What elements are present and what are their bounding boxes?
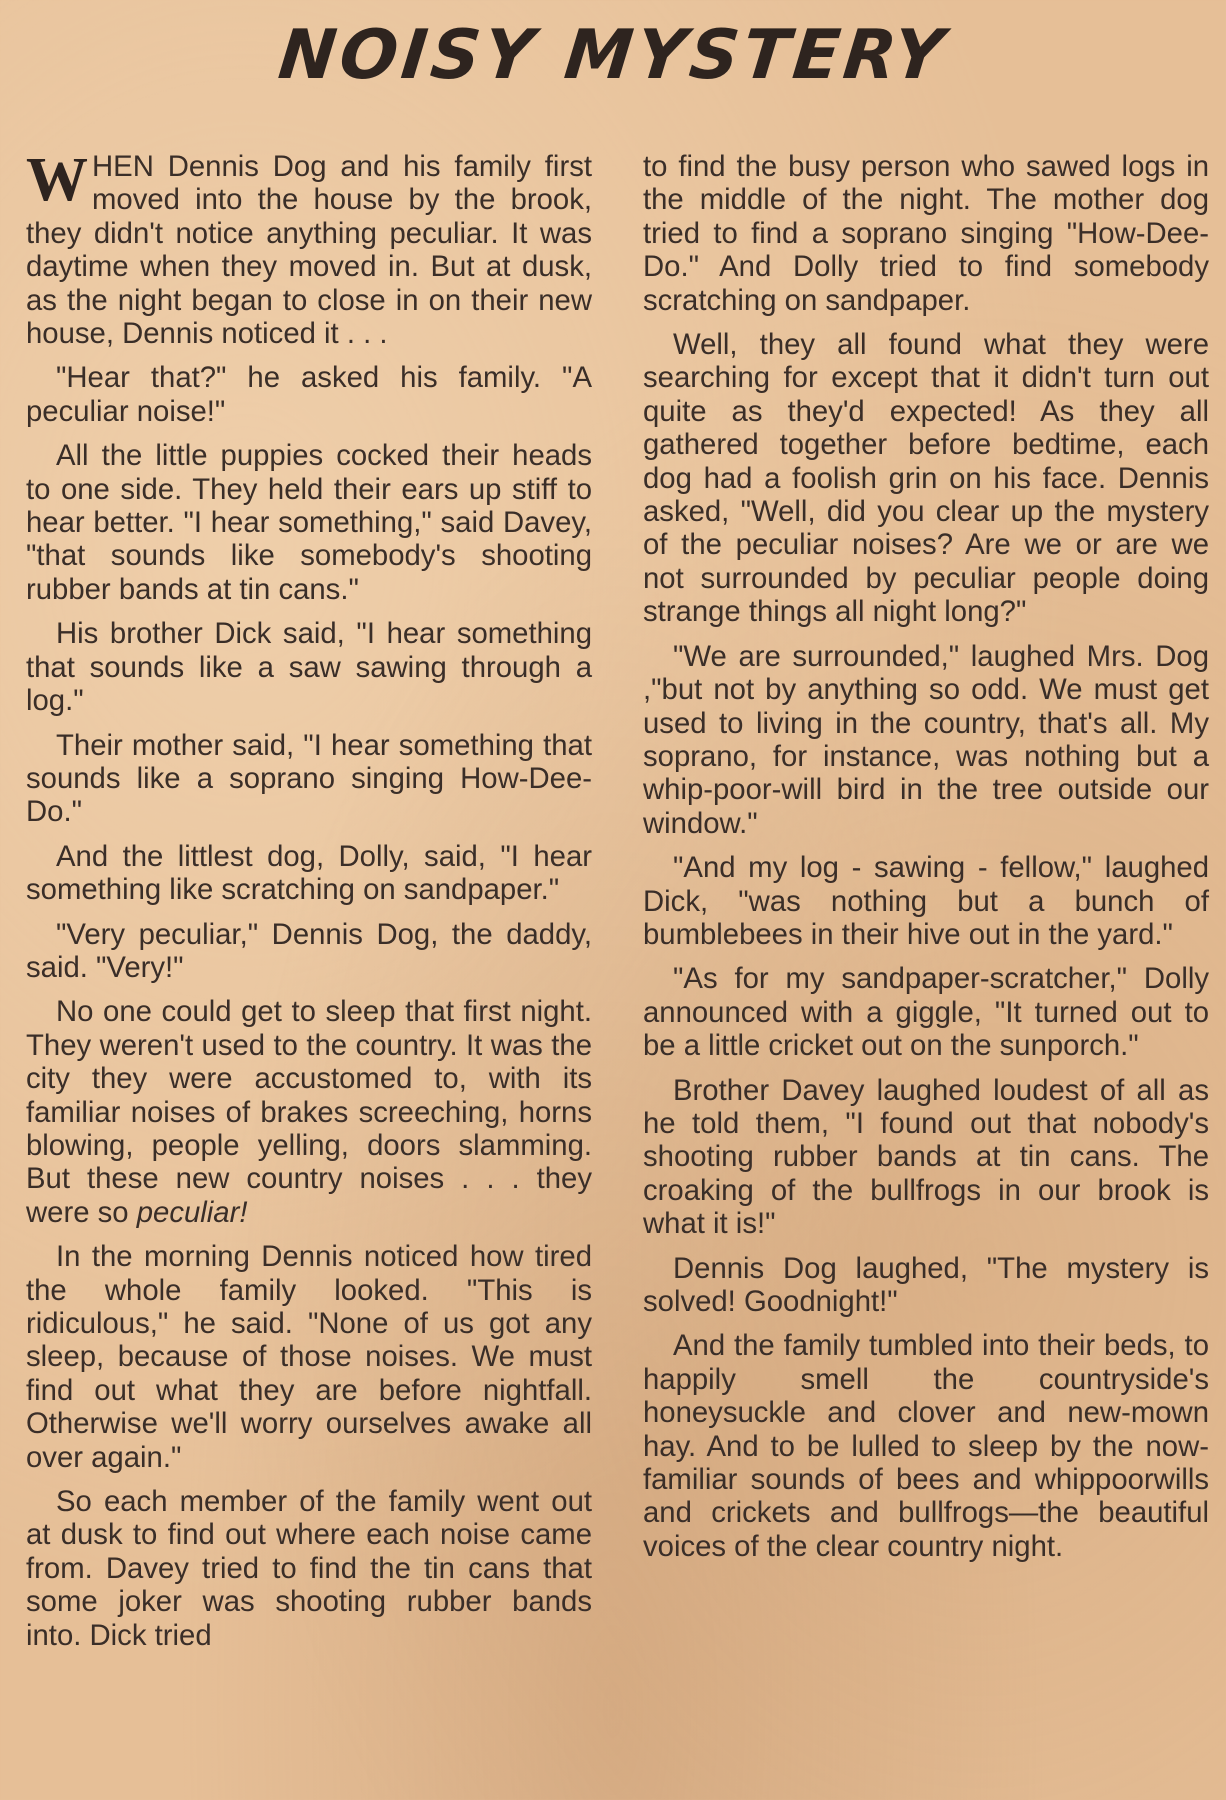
- story-paragraph: And the family tumbled into their beds, to happily smell the countryside's honeysuckle and clover and new-mown hay. And to be lulled to sleep by the now-familiar sounds of bees and whippoorwills and crickets and bullfrogs—the beautiful voices of the clear country night.: [643, 1329, 1209, 1563]
- drop-cap: W: [26, 146, 88, 214]
- story-paragraph: Well, they all found what they were searching for except that it didn't turn out quite as they'd expected! As they all gathered together before bedtime, each dog had a foolish grin on his face. Dennis asked, "Well, did you clear up the mystery of the peculiar noises? Are we or are we not surrounded by peculiar people doing strange things all night long?": [643, 328, 1209, 629]
- story-title: NOISY MYSTERY: [274, 16, 952, 95]
- emphasis-text: peculiar!: [136, 1195, 248, 1229]
- story-paragraph: "Very peculiar," Dennis Dog, the daddy, said. "Very!": [26, 917, 592, 984]
- story-paragraph: [26, 995, 592, 1229]
- story-paragraph: His brother Dick said, "I hear something that sounds like a saw sawing through a log.": [26, 617, 592, 718]
- paragraph-text: No one could get to sleep that first night. They weren't used to the country. It was the city they were accustomed to, with its familiar noises of brakes screeching, horns blowing, people yelling, doors slamming. But these new country noises . . . they were so: [26, 995, 592, 1229]
- story-paragraph: Dennis Dog laughed, "The mystery is solved! Goodnight!": [643, 1251, 1209, 1318]
- story-column-right: [643, 150, 1209, 1574]
- story-paragraph: [26, 146, 592, 351]
- story-paragraph: "And my log - sawing - fellow," laughed Dick, "was nothing but a bunch of bumblebees in their hive out in the yard.": [643, 851, 1209, 951]
- paragraph-text: HEN Dennis Dog and his family first moved into the house by the brook, they didn't notice anything peculiar. It was daytime when they moved in. But at dusk, as the night began to close in on their new house, Dennis noticed it . . .: [26, 150, 592, 351]
- story-paragraph: In the morning Dennis noticed how tired the whole family looked. "This is ridiculous," he said. "None of us got any sleep, because of those noises. We must find out what they are before nightfall. Otherwise we'll worry ourselves awake all over again.": [26, 1240, 592, 1474]
- story-paragraph: Their mother said, "I hear something that sounds like a soprano singing How-Dee-Do.": [26, 728, 592, 829]
- story-column-left: [26, 146, 592, 1663]
- story-paragraph: So each member of the family went out at dusk to find out where each noise came from. Davey tried to find the tin cans that some joker was shooting rubber bands into. Dick tried: [26, 1485, 592, 1652]
- story-paragraph: Brother Davey laughed loudest of all as he told them, "I found out that nobody's shooting rubber bands at tin cans. The croaking of the bullfrogs in our brook is what it is!": [643, 1073, 1209, 1241]
- story-paragraph: to find the busy person who sawed logs in the middle of the night. The mother dog tried to find a soprano singing "How-Dee-Do." And Dolly tried to find somebody scratching on sandpaper.: [643, 150, 1209, 317]
- story-paragraph: All the little puppies cocked their heads to one side. They held their ears up stiff to hear better. "I hear something," said Davey, "that sounds like somebody's shooting rubber bands at tin cans.": [26, 439, 592, 606]
- story-paragraph: And the littlest dog, Dolly, said, "I hear something like scratching on sandpaper.": [26, 839, 592, 907]
- story-paragraph: "We are surrounded," laughed Mrs. Dog ,"but not by anything so odd. We must get used to living in the country, that's all. My soprano, for instance, was nothing but a whip-poor-will bird in the tree outside our window.": [643, 639, 1209, 840]
- story-paragraph: "As for my sandpaper-scratcher," Dolly announced with a giggle, "It turned out to be a little cricket out on the sunporch.": [643, 962, 1209, 1063]
- story-paragraph: "Hear that?" he asked his family. "A peculiar noise!": [26, 361, 592, 428]
